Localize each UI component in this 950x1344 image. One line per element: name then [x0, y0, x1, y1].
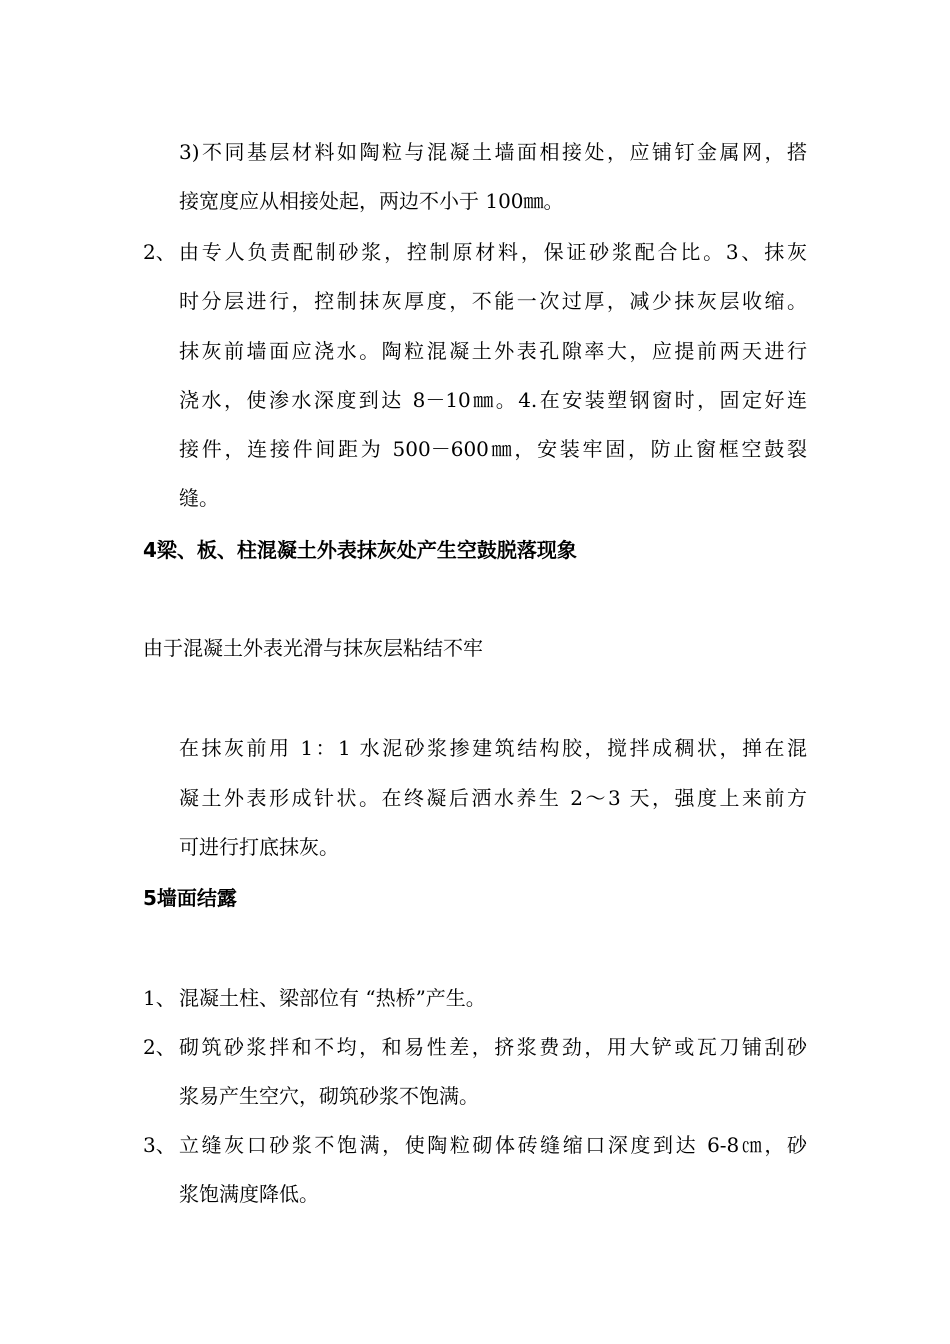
paragraph-line: 由专人负责配制砂浆，控制原材料，保证砂浆配合比。3、抹灰 [179, 240, 807, 264]
paragraph-line: 浇水，使渗水深度到达 8－10㎜。4.在安装塑钢窗时，固定好连 [179, 388, 807, 412]
paragraph-line: 3)不同基层材料如陶粒与混凝土墙面相接处，应铺钉金属网，搭 [179, 140, 807, 164]
paragraph-line: 凝土外表形成针状。在终凝后洒水养生 2～3 天，强度上来前方 [179, 786, 807, 810]
paragraph-line: 在抹灰前用 1：1 水泥砂浆掺建筑结构胶，搅拌成稠状，掸在混 [179, 736, 807, 760]
paragraph-line: 接宽度应从相接处起，两边不小于 100㎜。 [179, 189, 564, 213]
paragraph-line: 立缝灰口砂浆不饱满，使陶粒砌体砖缝缩口深度到达 6-8㎝，砂 [179, 1133, 807, 1157]
paragraph-line: 抹灰前墙面应浇水。陶粒混凝土外表孔隙率大，应提前两天进行 [179, 339, 807, 363]
list-number: 2、 [143, 1035, 176, 1059]
paragraph-line: 接件，连接件间距为 500－600㎜，安装牢固，防止窗框空鼓裂 [179, 437, 807, 461]
section-heading: 4梁、板、柱混凝土外表抹灰处产生空鼓脱落现象 [143, 538, 577, 562]
paragraph-line: 浆饱满度降低。 [179, 1182, 319, 1206]
paragraph-line: 浆易产生空穴，砌筑砂浆不饱满。 [179, 1084, 479, 1108]
paragraph-line: 时分层进行，控制抹灰厚度，不能一次过厚，减少抹灰层收缩。 [179, 289, 807, 313]
list-number: 3、 [143, 1133, 176, 1157]
paragraph-line: 可进行打底抹灰。 [179, 835, 339, 859]
section-heading: 5墙面结露 [143, 886, 237, 910]
paragraph-line: 砌筑砂浆拌和不均，和易性差，挤浆费劲，用大铲或瓦刀铺刮砂 [179, 1035, 807, 1059]
paragraph-line: 混凝土柱、梁部位有 “热桥”产生。 [179, 986, 486, 1010]
paragraph-line: 缝。 [179, 486, 219, 510]
cause-text: 由于混凝土外表光滑与抹灰层粘结不牢 [143, 636, 483, 660]
list-number: 2、 [143, 240, 176, 264]
list-number: 1、 [143, 986, 176, 1010]
